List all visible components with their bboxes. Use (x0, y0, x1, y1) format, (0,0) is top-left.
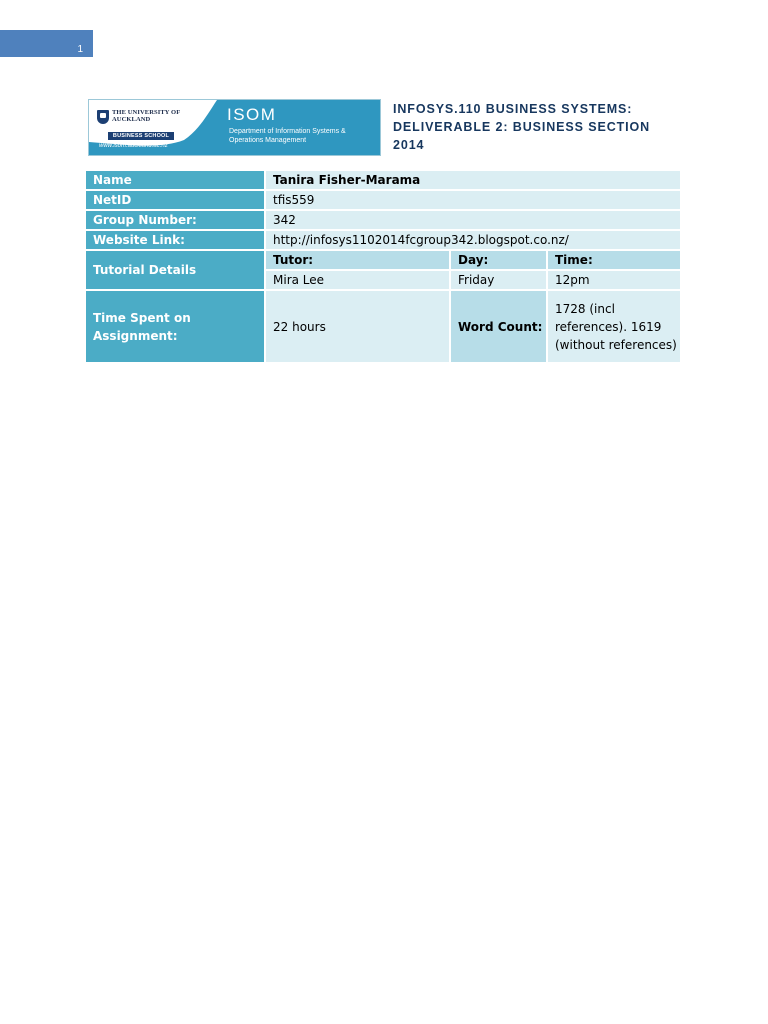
word-count-label: Word Count: (451, 291, 548, 364)
details-table (86, 171, 682, 364)
crest-icon (97, 110, 109, 124)
time-spent-label: Time Spent on Assignment: (86, 291, 266, 364)
banner-url: www.isom.auckland.ac.nz (99, 143, 168, 149)
time-header: Time: (548, 251, 682, 271)
time-value: 12pm (548, 271, 682, 291)
netid-value: tfis559 (266, 191, 682, 211)
business-school-label: BUSINESS SCHOOL (108, 132, 174, 140)
document-title: INFOSYS.110 BUSINESS SYSTEMS: DELIVERABLE 2: BUSINESS SECTION 2014 (393, 102, 651, 152)
website-link-label: Website Link: (86, 231, 266, 251)
time-spent-value: 22 hours (266, 291, 451, 364)
name-value: Tanira Fisher-Marama (266, 171, 682, 191)
word-count-value: 1728 (incl references). 1619 (without references) (548, 291, 682, 364)
table-row (86, 291, 682, 364)
department-name: Department of Information Systems & Operations Management (229, 128, 346, 144)
university-logo (97, 107, 187, 139)
table-row (86, 171, 682, 191)
table-row (86, 251, 682, 271)
isom-banner-logo (88, 99, 381, 156)
website-link-value: http://infosys1102014fcgroup342.blogspot.co.nz/ (266, 231, 682, 251)
table-row (86, 231, 682, 251)
table-row (86, 211, 682, 231)
isom-title: ISOM (227, 105, 277, 124)
university-name: THE UNIVERSITY OF AUCKLAND (112, 109, 181, 123)
day-value: Friday (451, 271, 548, 291)
name-label: Name (86, 171, 266, 191)
group-number-value: 342 (266, 211, 682, 231)
page-number-tab (0, 30, 93, 57)
page-number: 1 (77, 44, 83, 55)
tutorial-details-label: Tutorial Details (86, 251, 266, 291)
group-number-label: Group Number: (86, 211, 266, 231)
netid-label: NetID (86, 191, 266, 211)
day-header: Day: (451, 251, 548, 271)
table-row (86, 191, 682, 211)
tutor-value: Mira Lee (266, 271, 451, 291)
tutor-header: Tutor: (266, 251, 451, 271)
